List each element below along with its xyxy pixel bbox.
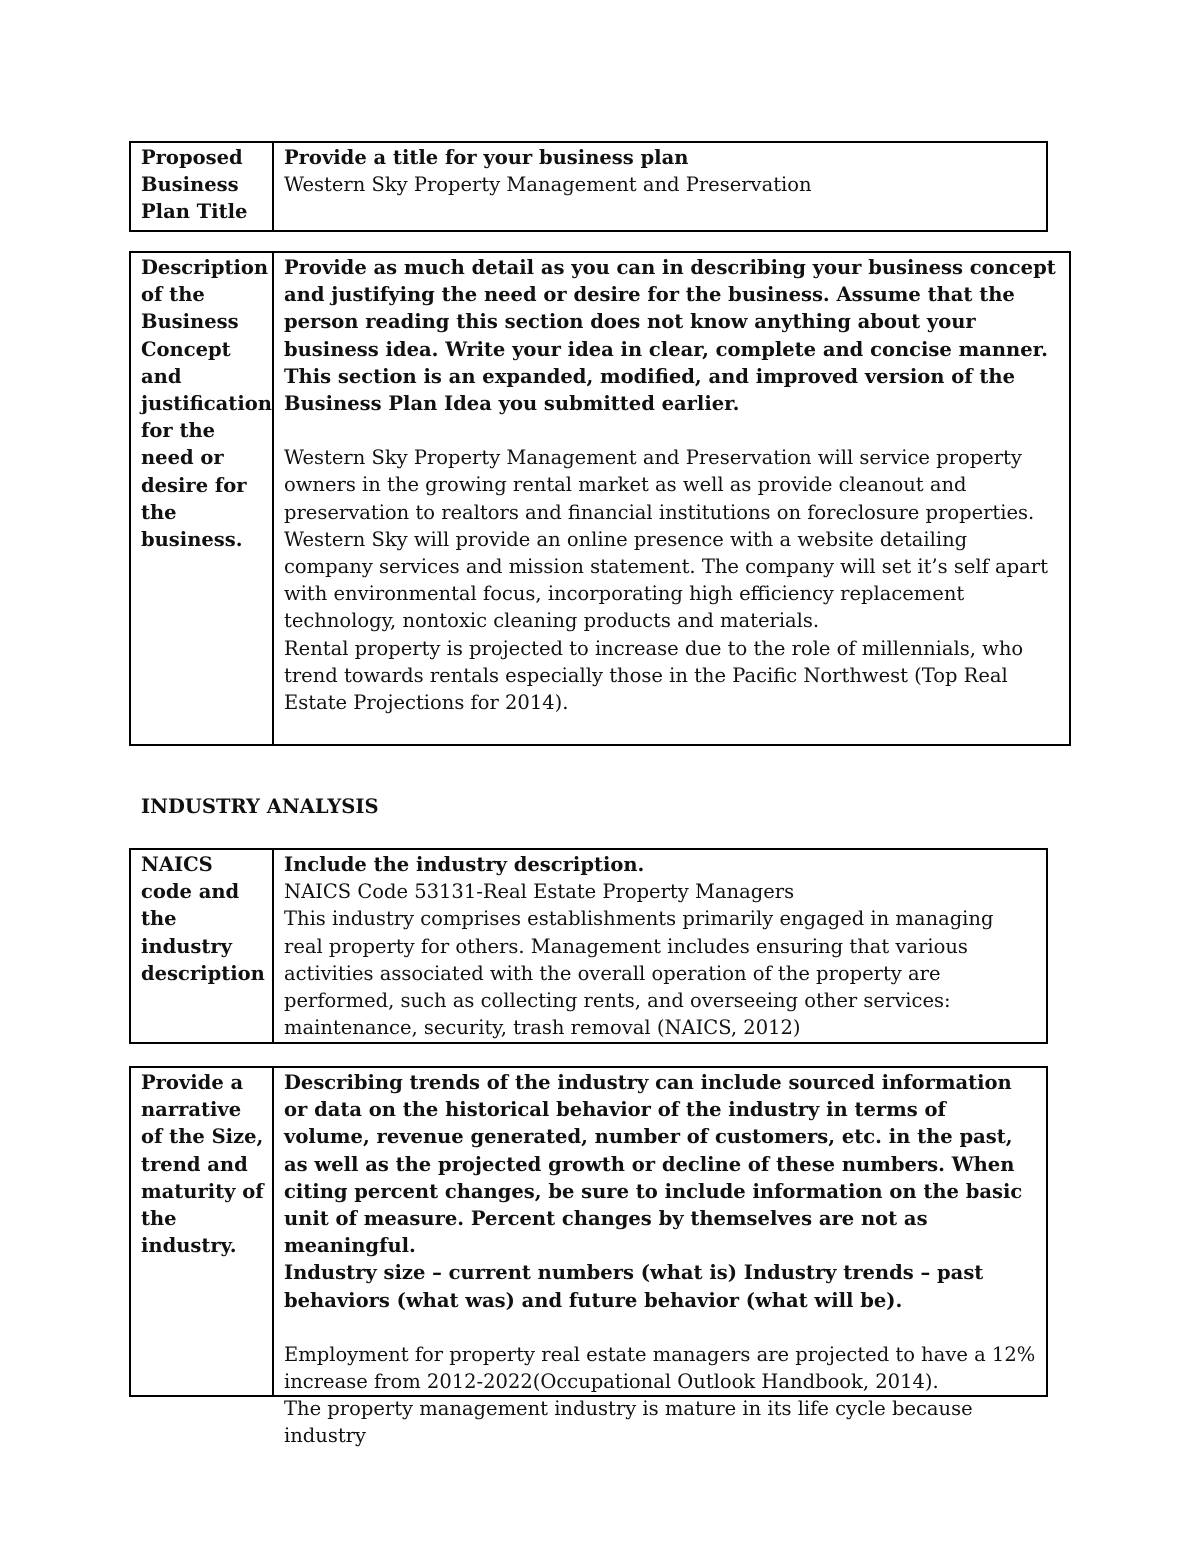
size-paragraph: The property management industry is mature in its life cycle because industry [284, 1397, 973, 1448]
size-label: Provide a narrative of the Size, trend and maturity of the industry. [130, 1067, 273, 1396]
naics-table [129, 848, 1048, 1044]
size-paragraph: Employment for property real estate managers are projected to have a 12% increase from 2012-2022(Occupational Outlook Handbook, 2014). [284, 1342, 1036, 1394]
size-prompt: Describing trends of the industry can include sourced information or data on the historical behavior of the industry in terms of volume, revenue generated, number of customers, etc. in the past, as well as the projected growth or decline of these numbers. When citing percent changes, be sure to include information on the basic unit of measure. Percent changes by themselves are not as meaningful. [284, 1071, 1023, 1258]
title-value: Western Sky Property Management and Preservation [284, 173, 812, 197]
naics-description: This industry comprises establishments primarily engaged in managing real property for others. Management includes ensuring that various activities associated with the overall operation of the property are performed, such as collecting rents, and overseeing other services: maintenance, security, trash removal (NAICS, 2012) [284, 907, 994, 1040]
title-cell [273, 142, 1047, 231]
concept-prompt: Provide as much detail as you can in describing your business concept and justifying the need or desire for the business. Assume that the person reading this section does not know anything about your business idea. Write your idea in clear, complete and concise manner. This section is an expanded, modified, and improved version of the Business Plan Idea you submitted earlier. [284, 256, 1056, 416]
concept-paragraph: Western Sky Property Management and Preservation will service property owners in the growing rental market as well as provide cleanout and preservation to realtors and financial institutions on foreclosure properties. [284, 446, 1035, 524]
business-plan-title-table [129, 141, 1048, 232]
title-prompt: Provide a title for your business plan [284, 146, 689, 169]
industry-analysis-heading: INDUSTRY ANALYSIS [141, 795, 379, 818]
concept-cell [273, 252, 1070, 745]
business-concept-table [129, 251, 1071, 746]
industry-size-table [129, 1066, 1048, 1448]
concept-paragraph: Rental property is projected to increase due to the role of millennials, who trend towards rentals especially those in the Pacific Northwest (Top Real Estate Projections for 2014). [284, 636, 1024, 715]
concept-label: Description of the Business Concept and justification for the need or desire for the business. [130, 252, 273, 745]
naics-code-line: NAICS Code 53131-Real Estate Property Managers [284, 880, 795, 904]
naics-prompt: Include the industry description. [284, 853, 645, 876]
size-prompt-2: Industry size – current numbers (what is) Industry trends – past behaviors (what was) and future behavior (what will be). [284, 1261, 984, 1312]
concept-paragraph: Western Sky will provide an online presence with a website detailing company services and mission statement. The company will set it’s self apart with environmental focus, incorporating high efficiency replacement technology, nontoxic cleaning products and materials. [284, 527, 1048, 633]
naics-cell [273, 849, 1047, 1043]
title-label: Proposed Business Plan Title [130, 142, 273, 231]
size-cell [273, 1067, 1047, 1448]
naics-label: NAICS code and the industry description [130, 849, 273, 1043]
